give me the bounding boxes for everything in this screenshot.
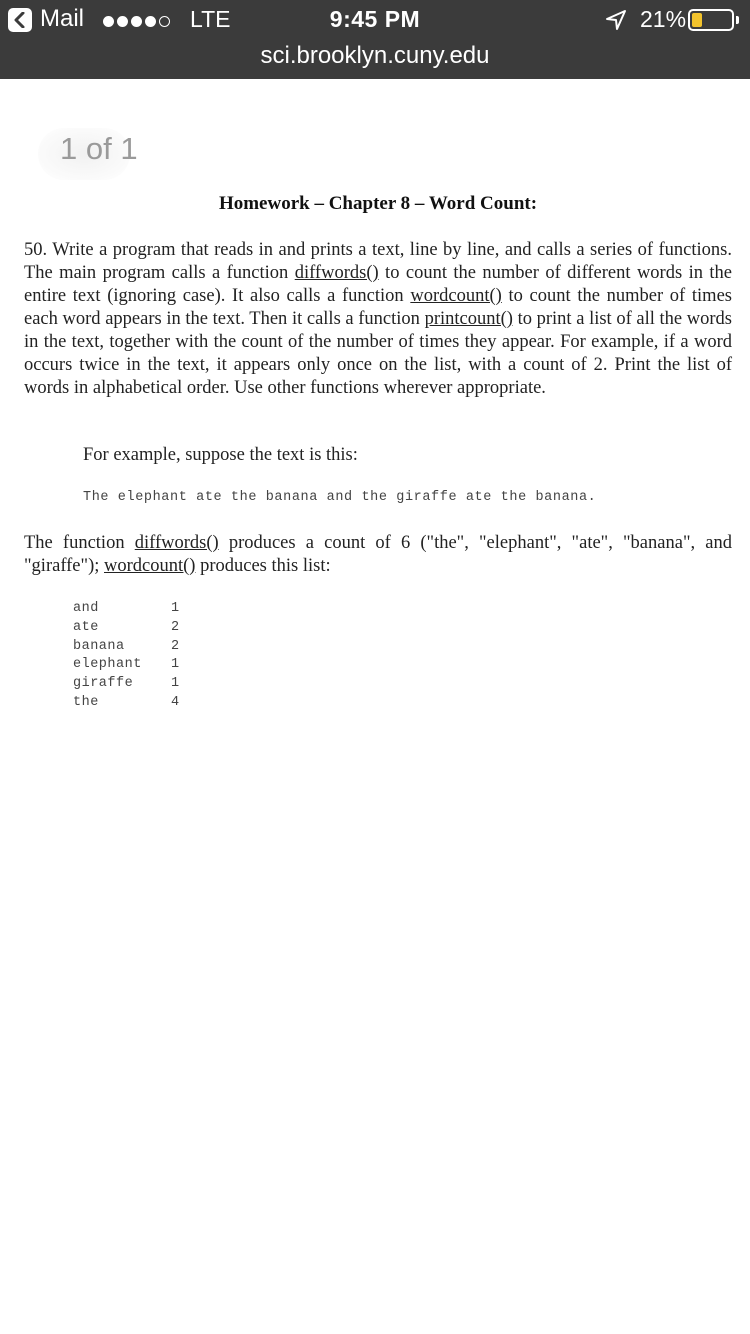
result-text-2: produces a count of 6 ("the", "elephant", "ate", "banana", and "giraffe");: [24, 533, 732, 576]
count: 2: [171, 638, 180, 654]
list-item: [73, 657, 193, 676]
word-count-list: [73, 601, 193, 714]
address-bar-url[interactable]: sci.brooklyn.cuny.edu: [260, 42, 490, 69]
word: the: [73, 694, 99, 710]
problem-text-3: to count the number of times each word appears in the text. Then it calls a function: [24, 286, 732, 329]
word: banana: [73, 638, 125, 654]
function-printcount: printcount(): [424, 309, 513, 329]
problem-text-2: to count the number of different words in the entire text (ignoring case). It also calls a function: [24, 263, 732, 306]
result-paragraph: [24, 532, 732, 578]
count: 4: [171, 694, 180, 710]
function-wordcount-ref: wordcount(): [104, 556, 196, 576]
function-diffwords: diffwords(): [294, 263, 379, 283]
count: 1: [171, 601, 180, 616]
status-bar: [0, 0, 750, 40]
document-title: Homework – Chapter 8 – Word Count:: [218, 193, 538, 214]
location-arrow-icon: [605, 9, 627, 31]
problem-paragraph: [24, 239, 732, 400]
clock: 9:45 PM: [329, 6, 421, 32]
function-wordcount: wordcount(): [410, 286, 502, 306]
count: 1: [171, 676, 180, 692]
word: ate: [73, 619, 99, 635]
word: and: [73, 601, 99, 616]
function-diffwords-ref: diffwords(): [134, 533, 219, 553]
result-text-1: The function: [24, 533, 135, 553]
count: 1: [171, 657, 180, 673]
browser-top-bar: [0, 0, 750, 79]
carrier-label: LTE: [190, 6, 231, 32]
count: 2: [171, 619, 180, 635]
example-intro: For example, suppose the text is this:: [83, 445, 358, 465]
problem-text-1: 50. Write a program that reads in and prints a text, line by line, and calls a series of functions. The main program calls a function: [24, 240, 732, 283]
list-item: [73, 676, 193, 695]
battery-icon: [688, 9, 734, 31]
example-text: The elephant ate the banana and the giraffe ate the banana.: [83, 490, 597, 505]
list-item: [73, 601, 193, 620]
page-counter: [38, 128, 138, 180]
list-item: [73, 620, 193, 639]
word: giraffe: [73, 676, 134, 692]
page-counter-label: 1 of 1: [60, 131, 138, 166]
word: elephant: [73, 657, 142, 673]
battery-nub: [736, 16, 739, 24]
battery-level-fill: [692, 13, 702, 27]
list-item: [73, 639, 193, 658]
list-item: [73, 695, 193, 714]
result-text-3: produces this list:: [195, 556, 331, 576]
back-app-label[interactable]: Mail: [40, 5, 85, 32]
battery-percent: 21%: [640, 6, 687, 32]
problem-text-4: to print a list of all the words in the text, together with the count of the number of times they appear. For example, if a word occurs twice in the text, it appears only once on the list, with a count of 2. Print the list of words in alphabetical order. Use other functions wherever appropriate.: [24, 309, 732, 398]
